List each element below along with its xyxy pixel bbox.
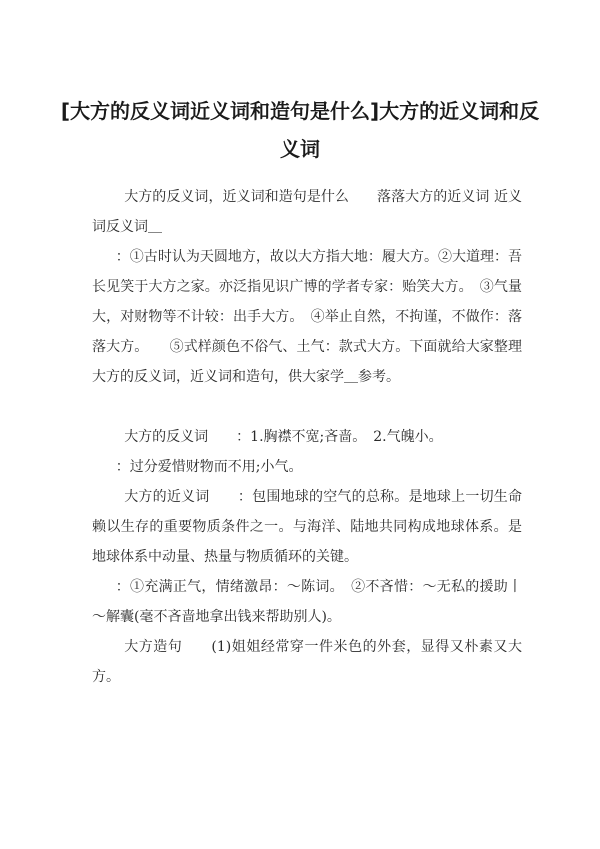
synonym-paragraph: 大方的近义词 ：包围地球的空气的总称。是地球上一切生命赖以生存的重要物质条件之一。与海洋、陆地共同构成地球体系。是地球体系中动量、热量与物质循环的关键。 <box>92 489 522 565</box>
definition-paragraph: ：①古时认为天圆地方，故以大方指大地：履大方。②大道理：吾长见笑于大方之家。亦泛指见识广博的学者专家：贻笑大方。 ③气量大，对财物等不计较：出手大方。 ④举止自然，不拘谨，不做作：落落大方。 ⑤式样颜色不俗气、土气：款式大方。下面就给大家整理大方的反义词，近义词和造句，供大家学＿参考。 <box>92 249 522 385</box>
synonym-definition-paragraph: ：①充满正气，情绪激昂：～陈词。 ②不吝惜：～无私的援助丨～解囊(毫不吝啬地拿出钱来帮助别人)。 <box>92 579 522 625</box>
example-sentence-paragraph: 大方造句 (1)姐姐经常穿一件米色的外套，显得又朴素又大方。 <box>92 639 522 685</box>
paragraph-spacer <box>92 392 522 422</box>
document-title: [大方的反义词近义词和造句是什么]大方的近义词和反义词 <box>60 99 540 161</box>
intro-paragraph: 大方的反义词，近义词和造句是什么 落落大方的近义词 近义词反义词＿ <box>92 189 522 235</box>
document-body <box>92 182 522 692</box>
antonym-paragraph: 大方的反义词 ：1.胸襟不宽;吝啬。 2.气魄小。 <box>124 429 443 445</box>
antonym-definition-paragraph: ：过分爱惜财物而不用;小气。 <box>115 459 303 475</box>
